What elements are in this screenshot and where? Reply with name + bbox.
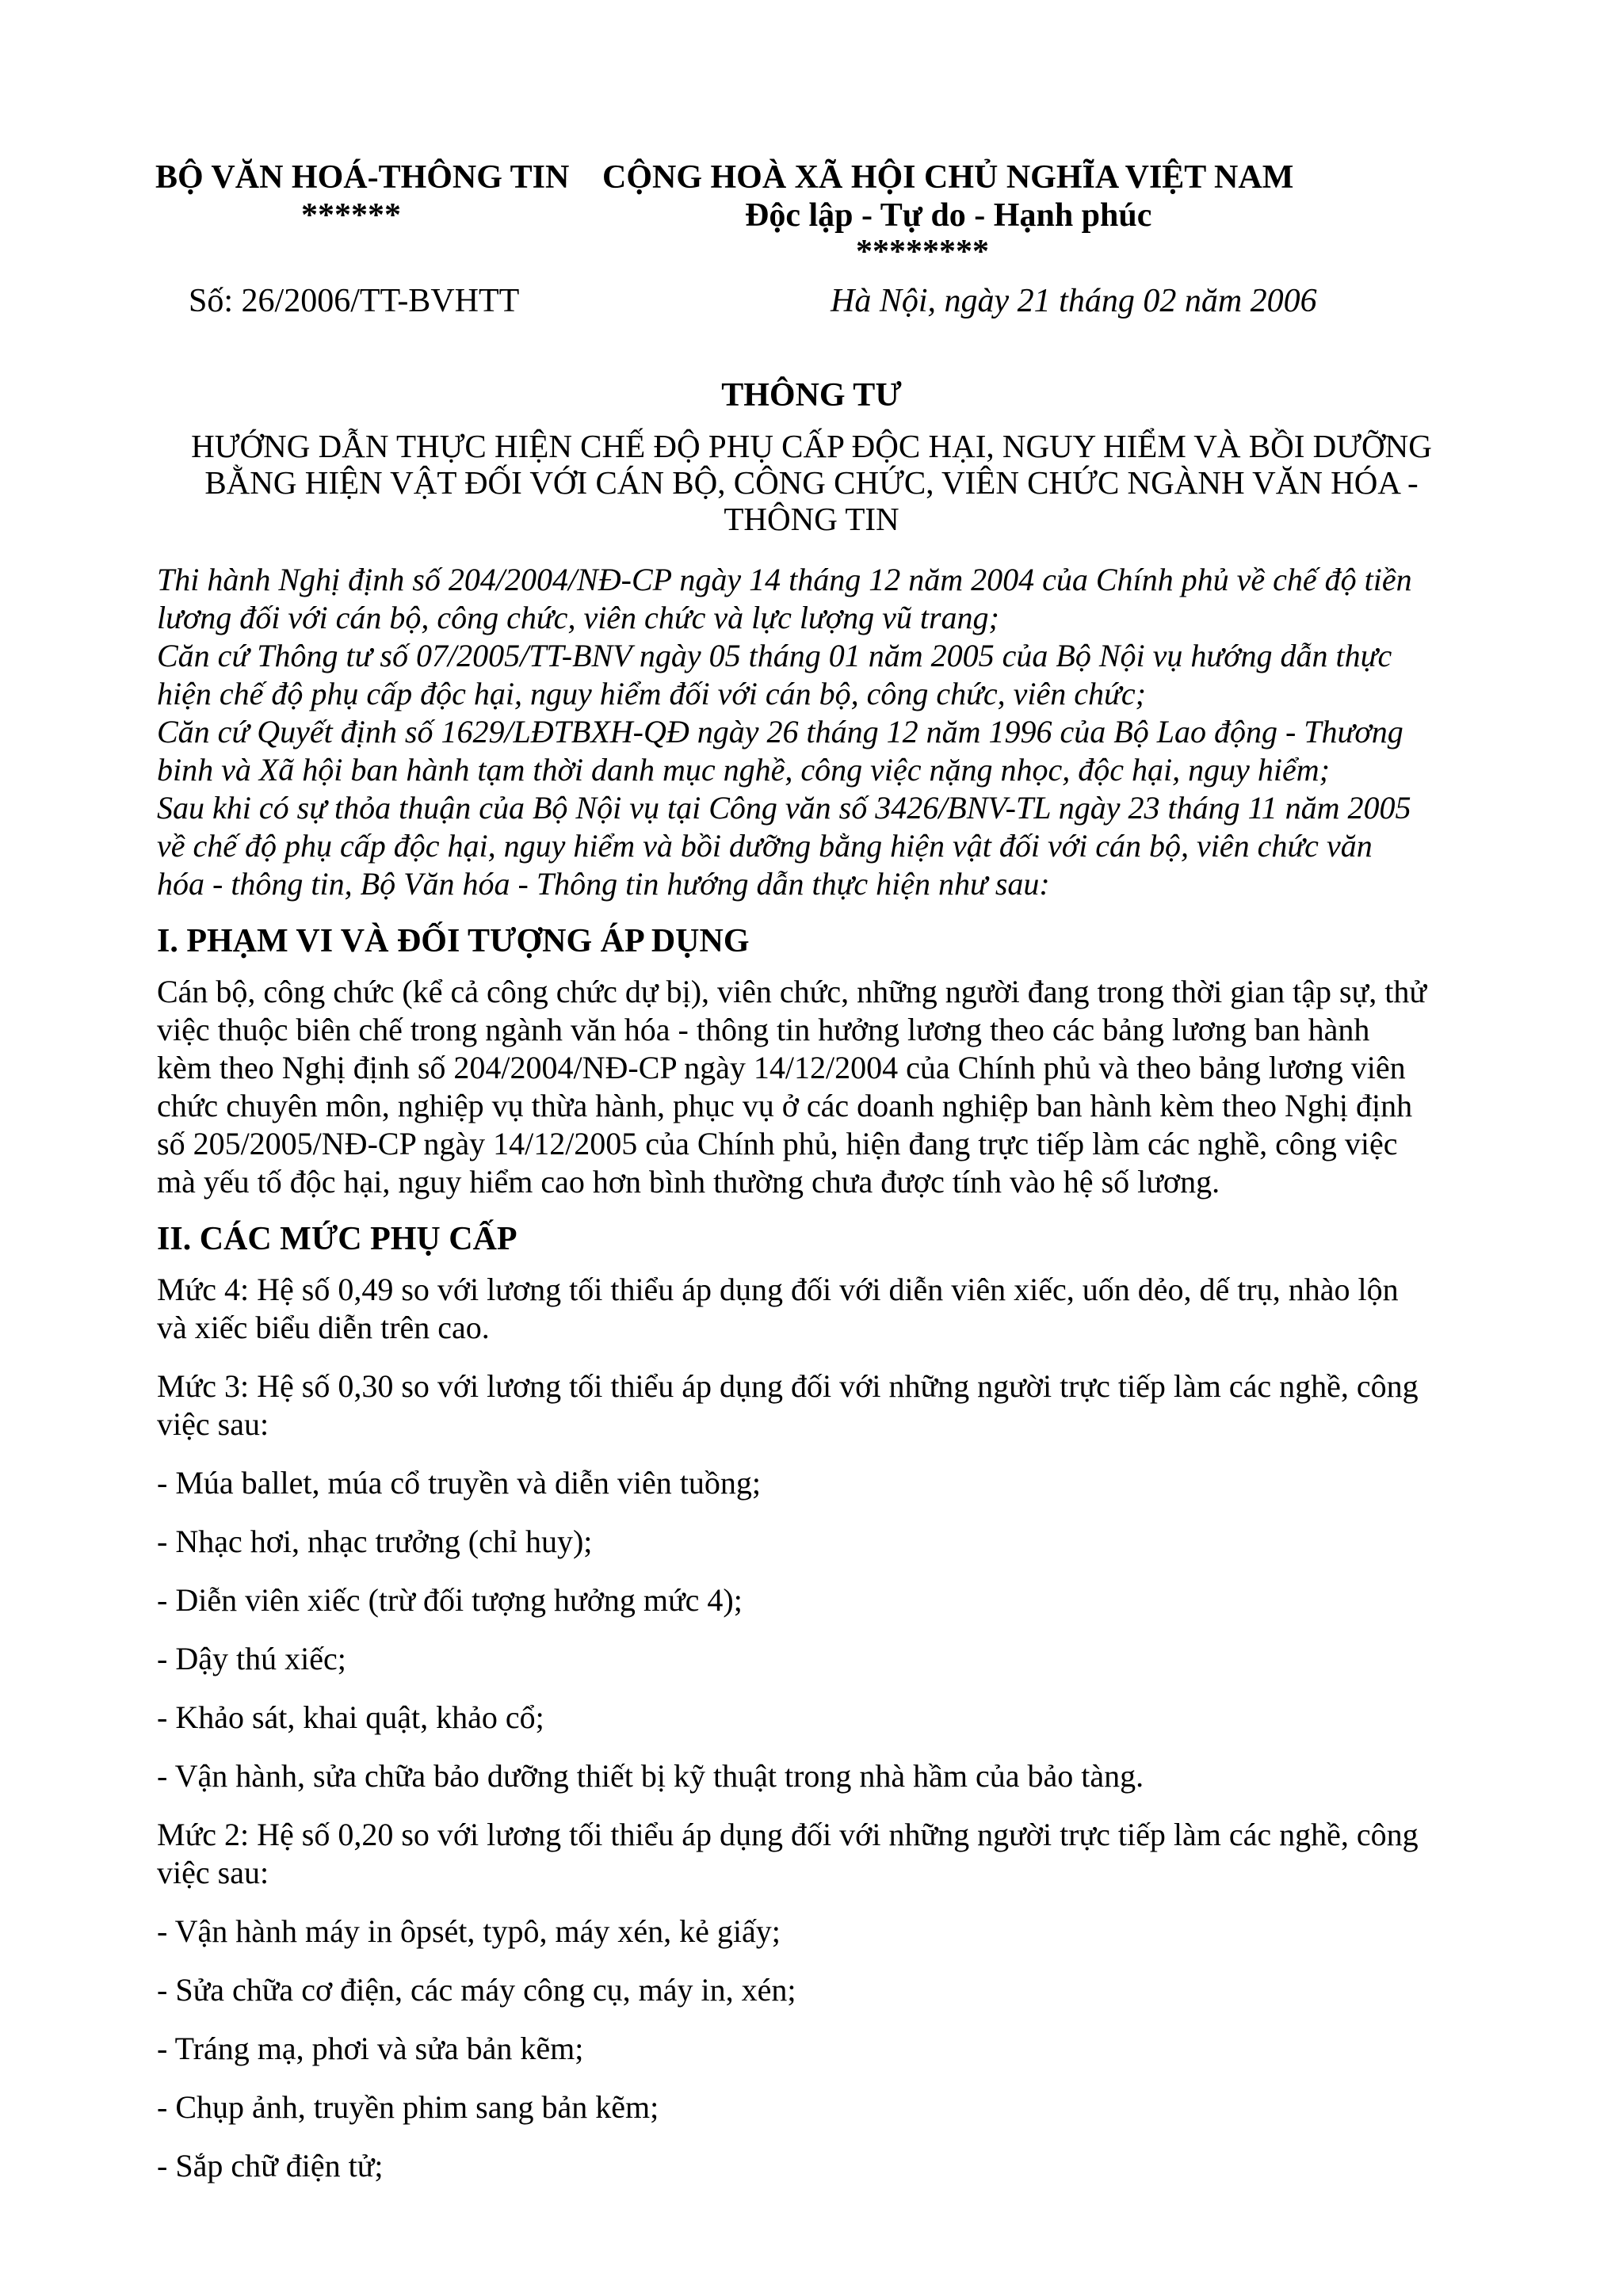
body-line: Mức 4: Hệ số 0,49 so với lương tối thiểu áp dụng đối với diễn viên xiếc, uốn dẻo, dế trụ, nhào lộn	[157, 1272, 1399, 1307]
motto-stars: ********	[856, 234, 989, 270]
preamble-line: lương đối với cán bộ, công chức, viên chức và lực lượng vũ trang;	[157, 600, 999, 635]
preamble-line: binh và Xã hội ban hành tạm thời danh mục nghề, công việc nặng nhọc, độc hại, nguy hiểm;	[157, 752, 1330, 788]
muc3-item: - Vận hành, sửa chữa bảo dưỡng thiết bị kỹ thuật trong nhà hầm của bảo tàng.	[157, 1758, 1144, 1794]
muc2-item: - Chụp ảnh, truyền phim sang bản kẽm;	[157, 2089, 659, 2125]
body-line: Mức 3: Hệ số 0,30 so với lương tối thiểu áp dụng đối với những người trực tiếp làm các nghề, công	[157, 1368, 1419, 1404]
ministry-stars: ******	[301, 197, 401, 234]
section-heading: II. CÁC MỨC PHỤ CẤP	[157, 1221, 517, 1257]
preamble	[157, 561, 1412, 903]
muc3-item: - Diễn viên xiếc (trừ đối tượng hưởng mức 4);	[157, 1582, 743, 1618]
subject-line: THÔNG TIN	[724, 501, 899, 537]
place-date: Hà Nội, ngày 21 tháng 02 năm 2006	[831, 283, 1317, 319]
body-line: kèm theo Nghị định số 204/2004/NĐ-CP ngày 14/12/2004 của Chính phủ và theo bảng lương viên	[157, 1050, 1406, 1085]
preamble-line: Căn cứ Thông tư số 07/2005/TT-BNV ngày 05 tháng 01 năm 2005 của Bộ Nội vụ hướng dẫn thực	[157, 638, 1392, 673]
preamble-line: hiện chế độ phụ cấp độc hại, nguy hiểm đối với cán bộ, công chức, viên chức;	[157, 676, 1146, 711]
muc2-paragraph	[157, 1816, 1419, 1892]
body-line: việc thuộc biên chế trong ngành văn hóa - thông tin hưởng lương theo các bảng lương ban hành	[157, 1012, 1370, 1047]
muc3-item: - Nhạc hơi, nhạc trưởng (chỉ huy);	[157, 1524, 593, 1559]
document-type: THÔNG TƯ	[721, 377, 902, 414]
section-heading: I. PHẠM VI VÀ ĐỐI TƯỢNG ÁP DỤNG	[157, 923, 750, 959]
preamble-line: về chế độ phụ cấp độc hại, nguy hiểm và bồi dưỡng bằng hiện vật đối với cán bộ, viên chức văn	[157, 828, 1373, 864]
body-line: Mức 2: Hệ số 0,20 so với lương tối thiểu áp dụng đối với những người trực tiếp làm các nghề, công	[157, 1817, 1419, 1852]
body-line: số 205/2005/NĐ-CP ngày 14/12/2005 của Chính phủ, hiện đang trực tiếp làm các nghề, công việc	[157, 1126, 1398, 1161]
muc2-item: - Sửa chữa cơ điện, các máy công cụ, máy in, xén;	[157, 1972, 796, 2008]
muc2-item: - Sắp chữ điện tử;	[157, 2148, 384, 2183]
preamble-line: Căn cứ Quyết định số 1629/LĐTBXH-QĐ ngày 26 tháng 12 năm 1996 của Bộ Lao động - Thương	[157, 714, 1403, 749]
muc3-paragraph	[157, 1367, 1419, 1444]
preamble-line: hóa - thông tin, Bộ Văn hóa - Thông tin hướng dẫn thực hiện như sau:	[157, 866, 1050, 902]
muc4-paragraph	[157, 1271, 1399, 1347]
section1-body	[157, 973, 1426, 1201]
document-number: Số: 26/2006/TT-BVHTT	[189, 283, 520, 319]
muc3-item: - Múa ballet, múa cổ truyền và diễn viên tuồng;	[157, 1465, 762, 1501]
body-line: chức chuyên môn, nghiệp vụ thừa hành, phục vụ ở các doanh nghiệp ban hành kèm theo Nghị định	[157, 1088, 1413, 1123]
republic-name: CỘNG HOÀ XÃ HỘI CHỦ NGHĨA VIỆT NAM	[602, 159, 1294, 196]
preamble-line: Sau khi có sự thỏa thuận của Bộ Nội vụ tại Công văn số 3426/BNV-TL ngày 23 tháng 11 năm 2005	[157, 790, 1411, 826]
preamble-line: Thi hành Nghị định số 204/2004/NĐ-CP ngày 14 tháng 12 năm 2004 của Chính phủ về chế độ tiền	[157, 562, 1412, 597]
muc3-item: - Dậy thú xiếc;	[157, 1641, 346, 1676]
subject-line: HƯỚNG DẪN THỰC HIỆN CHẾ ĐỘ PHỤ CẤP ĐỘC HẠI, NGUY HIỂM VÀ BỒI DƯỠNG	[191, 428, 1432, 464]
body-line: Cán bộ, công chức (kể cả công chức dự bị), viên chức, những người đang trong thời gian tập sự, thử	[157, 974, 1427, 1009]
national-motto: Độc lập - Tự do - Hạnh phúc	[745, 197, 1152, 234]
body-line: và xiếc biểu diễn trên cao.	[157, 1310, 490, 1345]
body-line: việc sau:	[157, 1855, 269, 1890]
muc2-item: - Tráng mạ, phơi và sửa bản kẽm;	[157, 2031, 584, 2066]
body-line: mà yếu tố độc hại, nguy hiểm cao hơn bình thường chưa được tính vào hệ số lương.	[157, 1164, 1220, 1199]
muc3-item: - Khảo sát, khai quật, khảo cổ;	[157, 1699, 544, 1735]
muc2-item: - Vận hành máy in ôpsét, typô, máy xén, kẻ giấy;	[157, 1913, 781, 1949]
body-line: việc sau:	[157, 1406, 269, 1442]
ministry-name: BỘ VĂN HOÁ-THÔNG TIN	[155, 159, 570, 196]
subject-line: BẰNG HIỆN VẬT ĐỐI VỚI CÁN BỘ, CÔNG CHỨC, VIÊN CHỨC NGÀNH VĂN HÓA -	[204, 464, 1419, 501]
document-subject	[0, 428, 1623, 537]
